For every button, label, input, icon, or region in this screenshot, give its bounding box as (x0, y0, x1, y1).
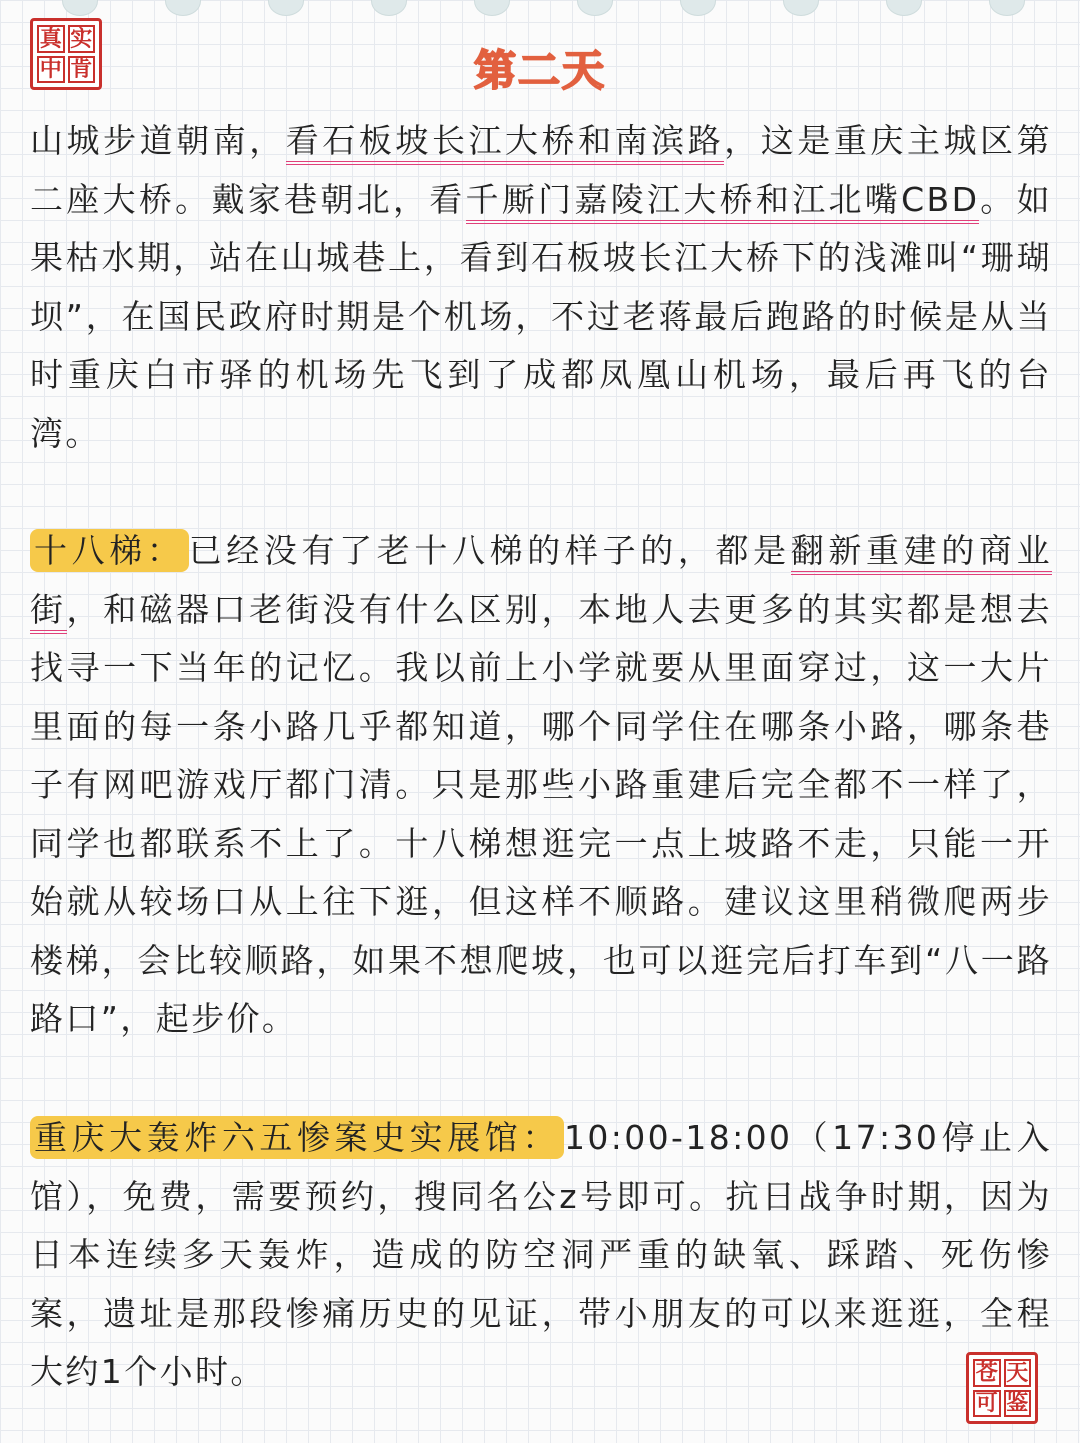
highlight-label: 十八梯： (30, 529, 189, 572)
seal-stamp-bottom (966, 1352, 1038, 1424)
text-segment: 已经没有了老十八梯的样子的，都是 (188, 531, 791, 570)
binding-hole (989, 0, 1025, 16)
text-segment: 10:00-18:00（17:30停止入馆），免费，需要预约，搜同名公z号即可。抗日战争时期，因为日本连续多天轰炸，造成的防空洞严重的缺氧、踩踏、死伤惨案，遗址是那段惨痛历史的见证，带小朋友的可以来逛逛，全程大约1个小时。 (30, 1118, 1052, 1391)
binding-hole (371, 0, 407, 16)
binding-hole (783, 0, 819, 16)
seal-char: 天 (1004, 1359, 1032, 1387)
text-segment: 山城步道朝南， (30, 121, 286, 160)
binding-hole (165, 0, 201, 16)
seal-char: 中 (37, 56, 65, 84)
underlined-text: 看石板坡长江大桥和南滨路 (286, 121, 724, 165)
paragraph-shibati (30, 522, 1052, 1049)
binding-hole (268, 0, 304, 16)
seal-char: 真 (37, 25, 65, 53)
underlined-text: 翻新重建的商业街 (30, 531, 1052, 634)
binding-hole (474, 0, 510, 16)
text-segment: ，这是重庆主城区第二座大桥。戴家巷朝北，看 (30, 121, 1052, 219)
highlight-label: 重庆大轰炸六五惨案史实展馆： (30, 1116, 564, 1159)
text-segment: ，和磁器口老街没有什么区别，本地人去更多的其实都是想去找寻一下当年的记忆。我以前上小学就要从里面穿过，这一大片里面的每一条小路几乎都知道，哪个同学住在哪条小路，哪条巷子有网吧游戏厅都门清。只是那些小路重建后完全都不一样了，同学也都联系不上了。十八梯想逛完一点上坡路不走，只能一开始就从较场口从上往下逛，但这样不顺路。建议这里稍微爬两步楼梯，会比较顺路，如果不想爬坡，也可以逛完后打车到“八一路路口”，起步价。 (30, 589, 1052, 1038)
seal-char: 可 (973, 1390, 1001, 1418)
binding-hole (62, 0, 98, 16)
seal-char: 苍 (973, 1359, 1001, 1387)
underlined-text: 千厮门嘉陵江大桥和江北嘴CBD (466, 180, 980, 224)
seal-char: 鉴 (1004, 1390, 1032, 1418)
seal-char: 肯 (68, 56, 96, 84)
binding-hole (886, 0, 922, 16)
text-segment: 。如果枯水期，站在山城巷上，看到石板坡长江大桥下的浅滩叫“珊瑚坝”，在国民政府时期是个机场，不过老蒋最后跑路的时候是从当时重庆白市驿的机场先飞到了成都凤凰山机场，最后再飞的台湾。 (30, 179, 1052, 453)
paragraph-overlook (30, 112, 1052, 463)
notebook-holes (0, 0, 1080, 16)
binding-hole (680, 0, 716, 16)
paragraph-museum (30, 1109, 1052, 1402)
seal-char: 实 (68, 25, 96, 53)
page-title: 第二天 (473, 46, 606, 95)
binding-hole (577, 0, 613, 16)
